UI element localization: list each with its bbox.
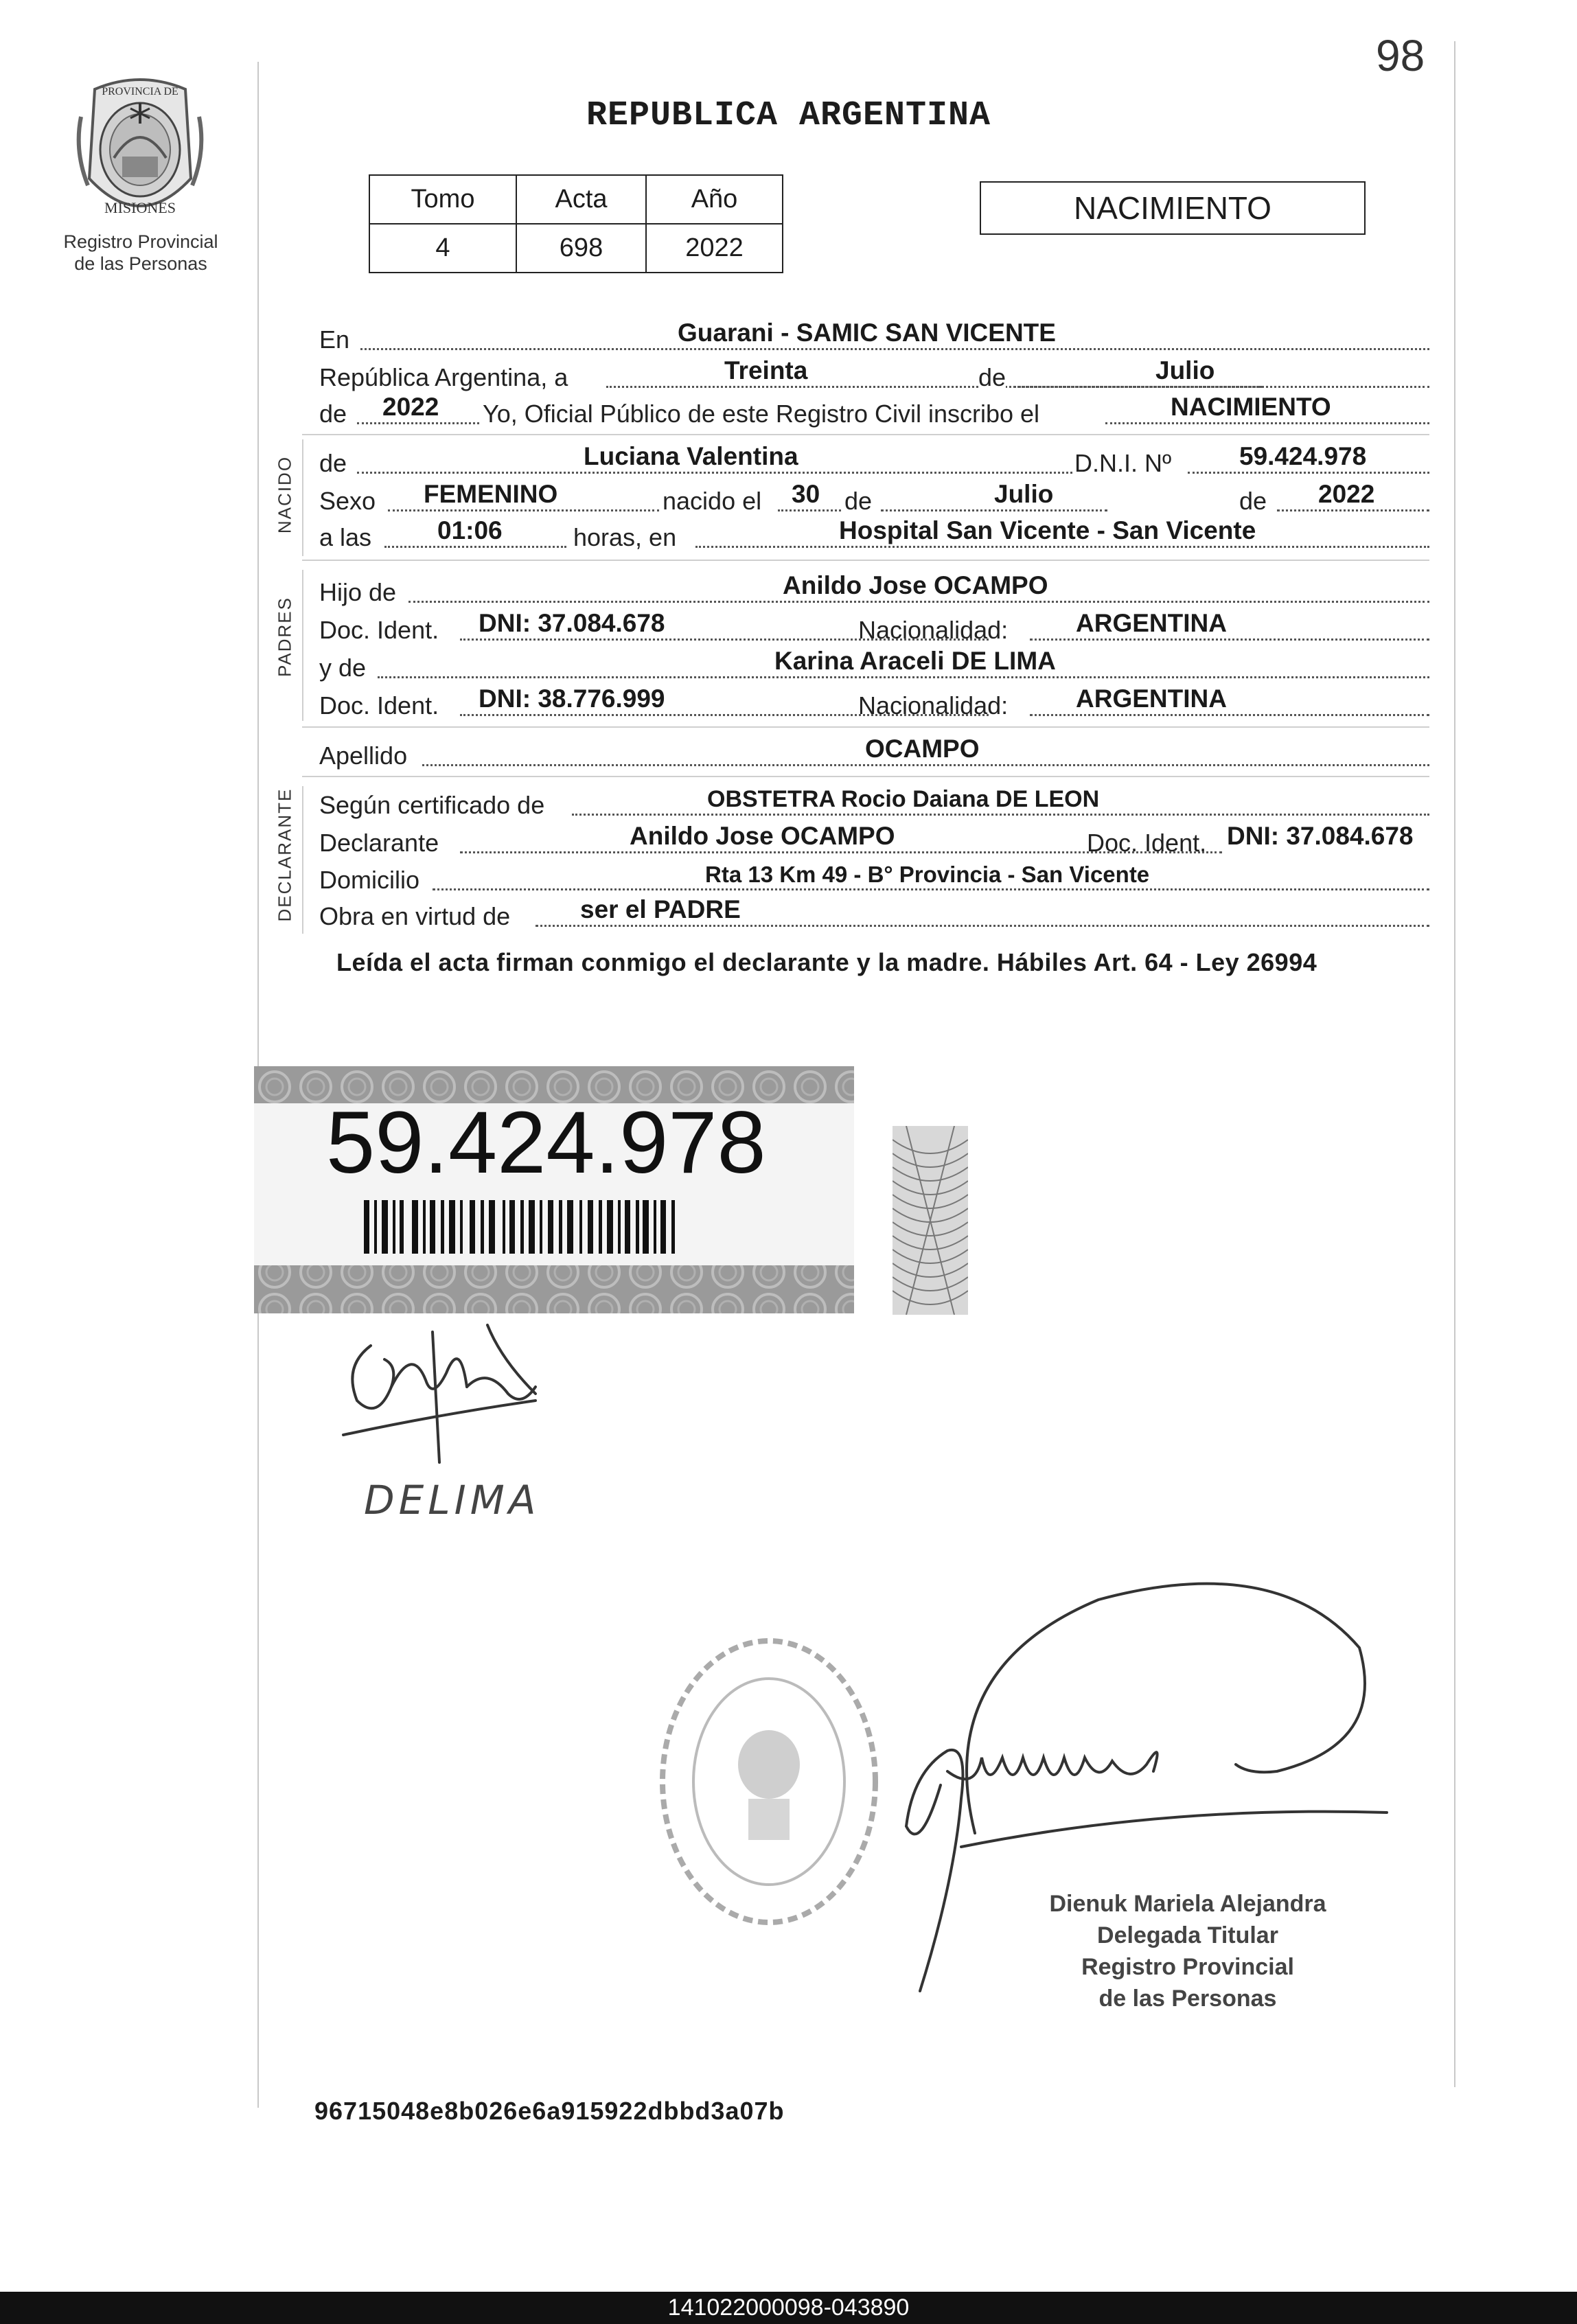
row-sexo (319, 480, 1429, 518)
row-madre (319, 647, 1429, 685)
row-apellido (319, 735, 1429, 773)
official-name: Dienuk Mariela Alejandra (1049, 1891, 1326, 1917)
mother-signature (330, 1318, 577, 1524)
row-republica (319, 356, 1429, 395)
row-domicilio (319, 863, 1429, 897)
value-nacionalidad-padre: ARGENTINA (1076, 609, 1227, 637)
official-title: Delegada Titular (1097, 1922, 1278, 1948)
label-republica: República Argentina, a (319, 363, 568, 391)
value-domicilio: Rta 13 Km 49 - B° Provincia - San Vicente (705, 862, 1150, 887)
value-dni: 59.424.978 (1239, 442, 1367, 470)
dotted-line (778, 509, 841, 511)
seal-text-bottom: MISIONES (104, 199, 176, 216)
label-doc: Doc. Ident. (1087, 829, 1207, 857)
official-office: Registro Provincial (1081, 1954, 1294, 1980)
registry-table (369, 174, 783, 273)
dotted-line (572, 814, 1429, 816)
value-en: Guarani - SAMIC SAN VICENTE (678, 319, 1056, 347)
seal-text-top: PROVINCIA DE (102, 86, 179, 97)
label-dni: D.N.I. Nº (1074, 449, 1172, 477)
value-hora: 01:06 (437, 516, 503, 544)
sticker-number: 59.424.978 (326, 1094, 766, 1192)
page-number: 98 (1376, 31, 1425, 80)
label-obra: Obra en virtud de (319, 902, 511, 930)
value-certificado: OBSTETRA Rocio Daiana DE LEON (707, 786, 1100, 812)
row-hijo (319, 571, 1429, 610)
label-apellido: Apellido (319, 741, 408, 770)
value-inscribo: NACIMIENTO (1171, 393, 1331, 421)
value-lugar: Hospital San Vicente - San Vicente (839, 516, 1256, 544)
value-obra: ser el PADRE (580, 895, 741, 923)
dotted-line (536, 925, 1429, 927)
label-certificado: Según certificado de (319, 791, 545, 819)
label-de: de (978, 363, 1006, 391)
section-label-padres: PADRES (274, 597, 295, 677)
label-yo: Yo, Oficial Público de este Registro Civil inscribo el (483, 400, 1040, 428)
section-divider (302, 776, 1429, 777)
dotted-line (422, 764, 1429, 766)
dotted-line (388, 509, 659, 511)
dotted-line (881, 509, 1107, 511)
dotted-line (1030, 638, 1429, 641)
section-label-declarante: DECLARANTE (274, 787, 295, 922)
value-tomo: 4 (369, 224, 516, 273)
value-apellido: OCAMPO (865, 735, 980, 763)
label-nacionalidad: Nacionalidad: (858, 616, 1009, 644)
value-sexo: FEMENINO (424, 480, 558, 508)
label-nacido: nacido el (663, 487, 762, 515)
record-type-box: NACIMIENTO (980, 181, 1366, 235)
label-hijo: Hijo de (319, 578, 397, 606)
label-doc: Doc. Ident. (319, 691, 439, 720)
seal-caption (41, 231, 240, 275)
dotted-line (1105, 422, 1429, 424)
section-divider (302, 726, 1429, 728)
value-doc-madre: DNI: 38.776.999 (479, 684, 665, 713)
label-yde: y de (319, 654, 367, 682)
row-nombre (319, 442, 1429, 481)
label-declarante: Declarante (319, 829, 439, 857)
header-acta: Acta (516, 175, 646, 224)
label-domicilio: Domicilio (319, 866, 420, 894)
dotted-line (433, 888, 1429, 890)
section-divider (302, 434, 1429, 435)
label-alas: a las (319, 523, 372, 551)
label-sexo: Sexo (319, 487, 376, 515)
section-bar (302, 439, 303, 556)
dotted-line (357, 472, 1072, 474)
label-doc: Doc. Ident. (319, 616, 439, 644)
section-label-nacido: NACIDO (274, 455, 295, 534)
dotted-line (408, 601, 1429, 603)
document-title: REPUBLICA ARGENTINA (586, 96, 991, 135)
dotted-line (1277, 509, 1429, 511)
official-office-sub: de las Personas (1098, 1986, 1277, 2012)
value-anio: 2022 (646, 224, 783, 273)
label-de: de (1239, 487, 1267, 515)
value-mes: Julio (994, 480, 1054, 508)
row-anio-inscribo (319, 393, 1429, 431)
value-padre: Anildo Jose OCAMPO (783, 571, 1048, 599)
value-doc-declarante: DNI: 37.084.678 (1227, 822, 1414, 850)
value-dia: Treinta (724, 356, 808, 384)
label-de: de (319, 400, 347, 428)
label-de: de (319, 449, 347, 477)
value-nombre: Luciana Valentina (584, 442, 798, 470)
dotted-line (357, 422, 479, 424)
value-dia: 30 (792, 480, 820, 508)
dotted-line (1188, 472, 1429, 474)
value-declarante: Anildo Jose OCAMPO (630, 822, 895, 850)
section-bar (302, 570, 303, 721)
dotted-line (695, 546, 1429, 548)
row-en (319, 319, 1429, 357)
value-anio: 2022 (382, 393, 439, 421)
row-declarante (319, 822, 1429, 860)
value-nacionalidad-madre: ARGENTINA (1076, 684, 1227, 713)
row-hora (319, 516, 1429, 555)
value-madre: Karina Araceli DE LIMA (774, 647, 1056, 675)
hologram-icon (893, 1126, 968, 1315)
right-margin-line (1454, 41, 1455, 2087)
section-divider (302, 560, 1429, 561)
signature-text: DELIMA (364, 1477, 540, 1523)
seal-caption-line1: Registro Provincial (63, 231, 218, 252)
row-certificado (319, 788, 1429, 822)
header-anio: Año (646, 175, 783, 224)
value-mes: Julio (1155, 356, 1215, 384)
seal-caption-line2: de las Personas (74, 253, 207, 274)
label-horas: horas, en (573, 523, 677, 551)
label-nacionalidad: Nacionalidad: (858, 691, 1009, 720)
section-bar (302, 786, 303, 934)
label-en: En (319, 325, 350, 354)
dotted-line (1014, 386, 1429, 388)
row-obra (319, 895, 1429, 934)
footer-code: 141022000098-043890 (0, 2292, 1577, 2324)
document-hash: 96715048e8b026e6a915922dbbd3a07b (314, 2097, 785, 2125)
dotted-line (360, 348, 1429, 350)
label-de: de (844, 487, 873, 515)
value-acta: 698 (516, 224, 646, 273)
row-doc-padre (319, 609, 1429, 647)
official-stamp (652, 1627, 886, 1936)
dotted-line (378, 676, 1429, 678)
row-doc-madre (319, 684, 1429, 723)
official-name-block (1023, 1888, 1352, 2014)
dni-sticker (254, 1066, 854, 1313)
value-anio: 2022 (1318, 480, 1375, 508)
header-tomo: Tomo (369, 175, 516, 224)
closing-text: Leída el acta firman conmigo el declarante y la madre. Hábiles Art. 64 - Ley 26994 (336, 948, 1317, 976)
value-doc-padre: DNI: 37.084.678 (479, 609, 665, 637)
dotted-line (384, 546, 566, 548)
dotted-line (1030, 714, 1429, 716)
